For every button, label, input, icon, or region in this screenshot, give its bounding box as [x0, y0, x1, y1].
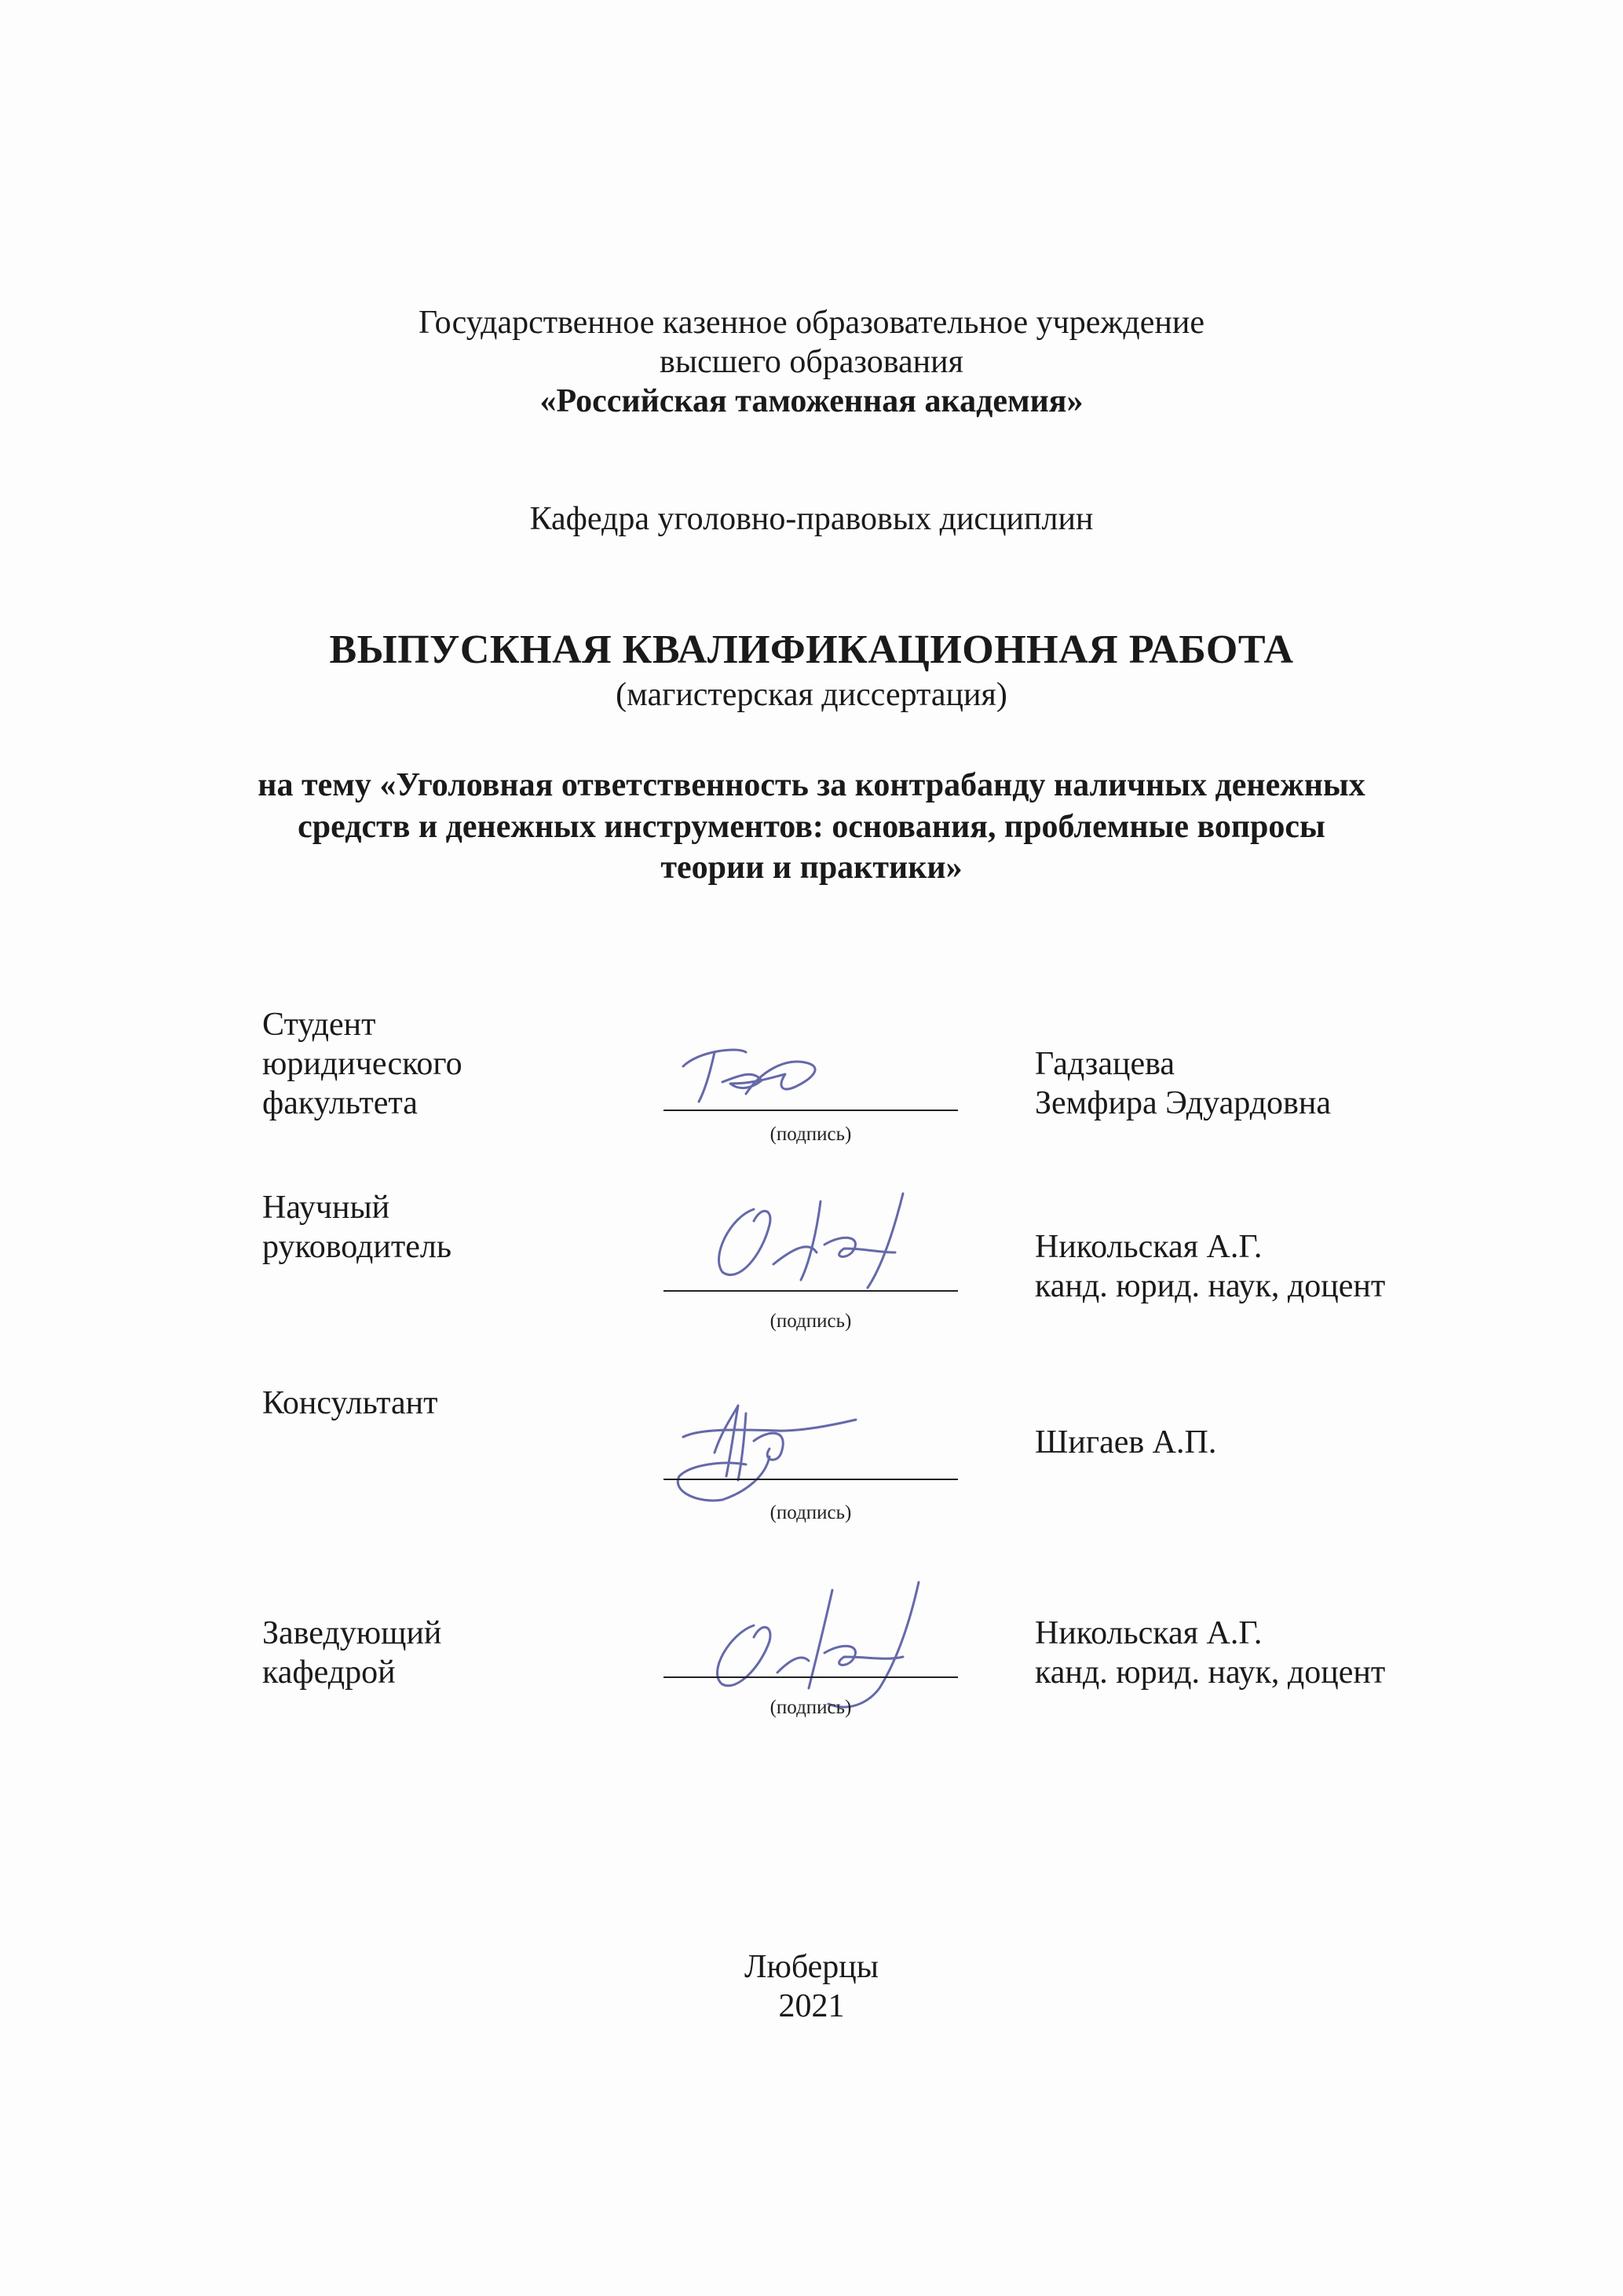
supervisor-signature-caption: (подпись) [769, 1311, 852, 1332]
role-head-line-1: Заведующий [262, 1615, 442, 1651]
role-consultant: Консультант [262, 1385, 438, 1421]
head-signature-icon [691, 1570, 974, 1712]
supervisor-signature-line [663, 1290, 958, 1292]
role-supervisor-line-2: руководитель [262, 1229, 452, 1265]
supervisor-name: Никольская А.Г. [1035, 1229, 1263, 1265]
role-student-line-2: юридического [262, 1046, 462, 1082]
role-student-line-3: факультета [262, 1085, 418, 1121]
student-signature-caption: (подпись) [769, 1124, 852, 1145]
head-signature-caption: (подпись) [769, 1697, 852, 1718]
role-supervisor-line-1: Научный [262, 1190, 390, 1226]
student-name-line-1: Гадзацева [1035, 1046, 1175, 1082]
head-name: Никольская А.Г. [1035, 1615, 1263, 1651]
consultant-name: Шигаев А.П. [1035, 1424, 1217, 1461]
role-head-line-2: кафедрой [262, 1654, 396, 1691]
role-student-line-1: Студент [262, 1007, 376, 1043]
topic-line-3: теории и практики» [660, 850, 963, 886]
supervisor-signature-icon [699, 1178, 958, 1296]
supervisor-degree: канд. юрид. наук, доцент [1035, 1268, 1386, 1304]
department-name: Кафедра уголовно-правовых дисциплин [529, 501, 1094, 537]
institution-name: «Российская таможенная академия» [539, 383, 1084, 419]
consultant-signature-caption: (подпись) [769, 1502, 852, 1523]
institution-line-1: Государственное казенное образовательное учреждение [419, 305, 1204, 341]
head-signature-line [663, 1676, 958, 1678]
student-name-line-2: Земфира Эдуардовна [1035, 1085, 1331, 1121]
work-subtitle: (магистерская диссертация) [616, 677, 1007, 713]
student-signature-icon [667, 1035, 840, 1121]
topic-line-1: на тему «Уголовная ответственность за контрабанду наличных денежных [258, 767, 1365, 803]
institution-line-2: высшего образования [660, 344, 963, 380]
consultant-signature-line [663, 1479, 958, 1480]
consultant-signature-icon [652, 1382, 872, 1508]
topic-line-2: средств и денежных инструментов: основания, проблемные вопросы [298, 809, 1325, 845]
footer-city: Люберцы [744, 1949, 879, 1985]
head-degree: канд. юрид. наук, доцент [1035, 1654, 1386, 1691]
footer-year: 2021 [778, 1988, 845, 2024]
student-signature-line [663, 1110, 958, 1111]
work-title: ВЫПУСКНАЯ КВАЛИФИКАЦИОННАЯ РАБОТА [329, 627, 1294, 672]
